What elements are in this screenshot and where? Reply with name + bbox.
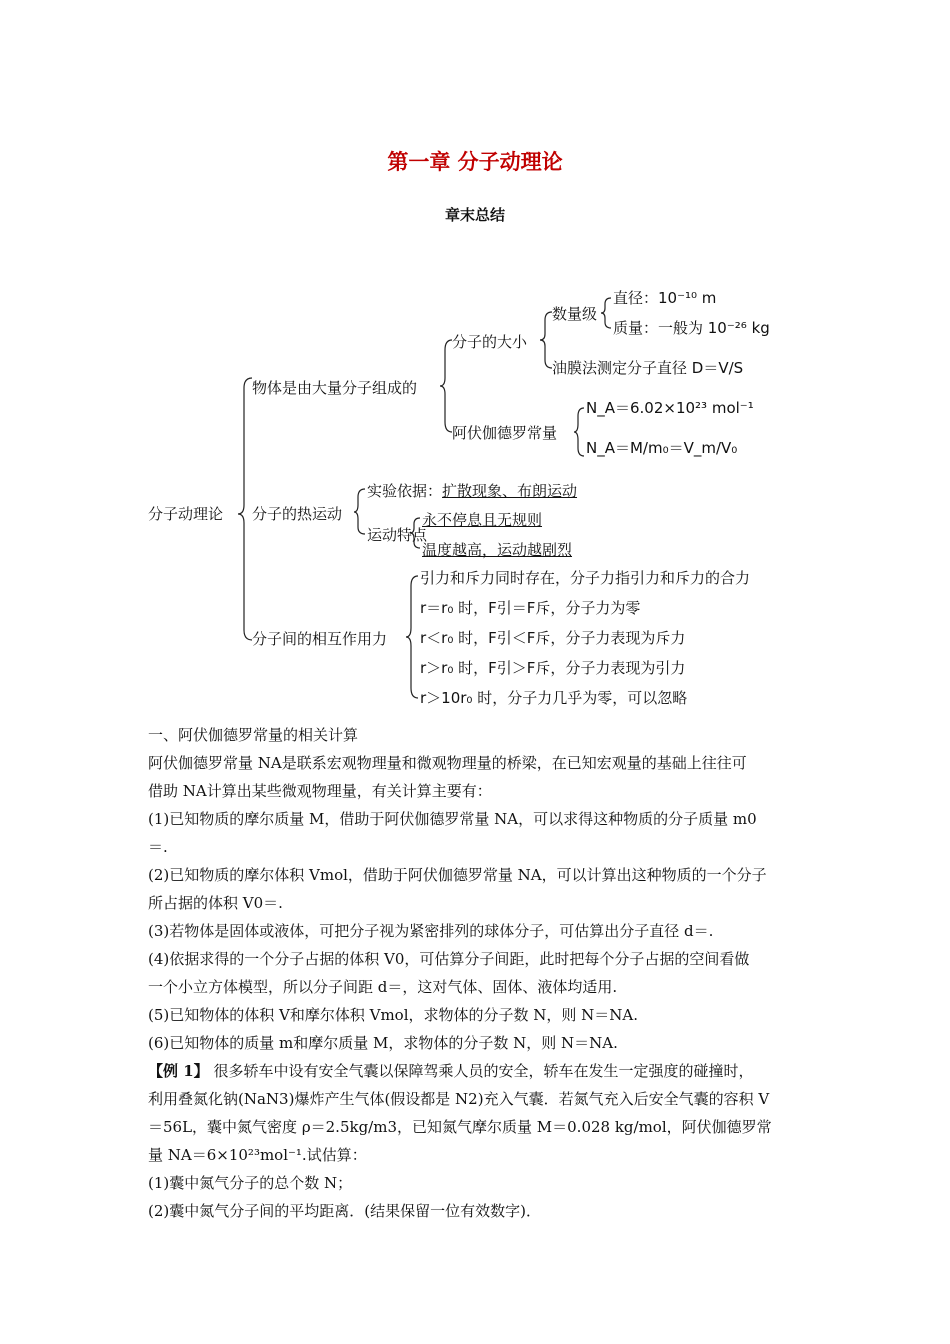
section-line: (6)已知物体的质量 m和摩尔质量 M，求物体的分子数 N，则 N＝NA. — [148, 1034, 618, 1052]
section-line: 所占据的体积 V0＝. — [148, 894, 283, 912]
mindmap-basis-value: 扩散现象、布朗运动 — [442, 482, 578, 500]
mindmap-na-value: N_A＝6.02×10²³ mol⁻¹ — [586, 399, 754, 417]
mindmap-magnitude: 数量级 — [552, 305, 598, 323]
mindmap-branch-thermal-motion: 分子的热运动 — [252, 505, 343, 523]
mindmap-force-line-2: r＝r₀ 时，F引＝F斥，分子力为零 — [420, 599, 641, 617]
mindmap-root: 分子动理论 — [148, 505, 224, 523]
mindmap-force-line-4: r＞r₀ 时，F引＞F斥，分子力表现为引力 — [420, 659, 686, 677]
page-title: 第一章 分子动理论 — [387, 150, 563, 174]
mindmap-feature-1: 永不停息且无规则 — [422, 511, 543, 529]
section-line: ＝. — [148, 838, 168, 856]
mindmap-branch-composition: 物体是由大量分子组成的 — [252, 379, 418, 397]
mindmap-na-formula: N_A＝M/m₀＝V_m/V₀ — [586, 439, 738, 457]
mindmap-molecule-size: 分子的大小 — [452, 333, 528, 351]
section-line: (1)已知物质的摩尔质量 M，借助于阿伏伽德罗常量 NA，可以求得这种物质的分子质量 m0 — [148, 810, 757, 828]
mindmap-branch-intermolecular-force: 分子间的相互作用力 — [252, 630, 388, 648]
example-line: ＝56L，囊中氮气密度 ρ＝2.5kg/m3，已知氮气摩尔质量 M＝0.028 kg/mol，阿伏伽德罗常 — [148, 1118, 772, 1136]
mindmap-force-line-5: r＞10r₀ 时，分子力几乎为零，可以忽略 — [420, 689, 688, 707]
example-line: 利用叠氮化钠(NaN3)爆炸产生气体(假设都是 N2)充入气囊．若氮气充入后安全气囊的容积 V — [148, 1090, 770, 1108]
section-line: (4)依据求得的一个分子占据的体积 V0，可估算分子间距，此时把每个分子占据的空间看做 — [148, 950, 750, 968]
mindmap-force-line-1: 引力和斥力同时存在，分子力指引力和斥力的合力 — [420, 569, 751, 587]
example-tag: 【例 1】 — [148, 1062, 209, 1080]
mindmap-force-line-3: r＜r₀ 时，F引＜F斥，分子力表现为斥力 — [420, 629, 686, 647]
mindmap-motion-feature: 运动特点 — [367, 526, 428, 544]
section-line: (5)已知物体的体积 V和摩尔体积 Vmol，求物体的分子数 N，则 N＝NA. — [148, 1006, 639, 1024]
example-line: 量 NA＝6×10²³mol⁻¹.试估算： — [148, 1146, 367, 1164]
example-question: (2)囊中氮气分子间的平均距离．(结果保留一位有效数字)． — [148, 1202, 541, 1220]
mindmap-avogadro: 阿伏伽德罗常量 — [452, 424, 558, 442]
section-line: (2)已知物质的摩尔体积 Vmol，借助于阿伏伽德罗常量 NA，可以计算出这种物质的一个分子 — [148, 866, 767, 884]
mindmap-feature-2: 温度越高，运动越剧烈 — [422, 541, 573, 559]
section-line: 借助 NA计算出某些微观物理量，有关计算主要有： — [148, 782, 492, 800]
mindmap-basis-label: 实验依据： — [367, 482, 443, 500]
mindmap-oil-film: 油膜法测定分子直径 D＝V/S — [552, 359, 744, 377]
example-question: (1)囊中氮气分子的总个数 N； — [148, 1174, 353, 1192]
section-line: 阿伏伽德罗常量 NA是联系宏观物理量和微观物理量的桥梁，在已知宏观量的基础上往往可 — [148, 754, 747, 772]
section-heading: 一、阿伏伽德罗常量的相关计算 — [148, 726, 359, 744]
example-line: 很多轿车中设有安全气囊以保障驾乘人员的安全，轿车在发生一定强度的碰撞时， — [213, 1062, 754, 1080]
section-line: (3)若物体是固体或液体，可把分子视为紧密排列的球体分子，可估算出分子直径 d＝. — [148, 922, 714, 940]
page-subtitle: 章末总结 — [444, 206, 505, 224]
mindmap-diameter: 直径：10⁻¹⁰ m — [613, 289, 717, 307]
section-line: 一个小立方体模型，所以分子间距 d＝，这对气体、固体、液体均适用. — [148, 978, 618, 996]
mindmap-experiment-basis — [367, 480, 577, 501]
example-first-line — [148, 1060, 753, 1081]
mindmap-mass: 质量：一般为 10⁻²⁶ kg — [613, 319, 770, 337]
